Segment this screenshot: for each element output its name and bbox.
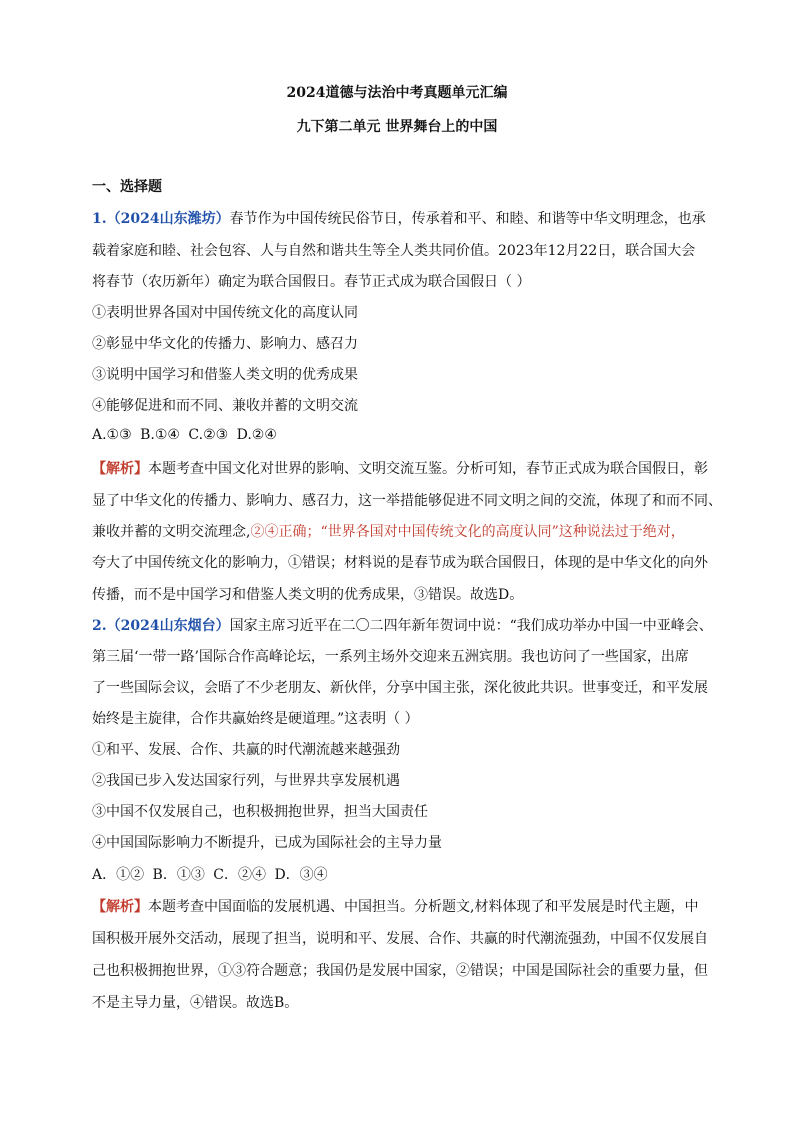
question-1-analysis-line-3: [92, 521, 685, 541]
question-2-analysis-tag: 【解析】: [92, 899, 148, 915]
question-2-option-3: ③中国不仅发展自己，也积极拥抱世界，担当大国责任: [92, 804, 428, 820]
question-1-source: （2024山东潍坊）: [106, 211, 230, 227]
question-1-line-3: 将春节（农历新年）确定为联合国假日。春节正式成为联合国假日（ ）: [92, 274, 531, 290]
question-1-analysis-line-5: 传播，而不是中国学习和借鉴人类文明的优秀成果，③错误。故选D。: [92, 587, 524, 603]
question-1-option-1: ①表明世界各国对中国传统文化的高度认同: [92, 305, 358, 321]
document-title: 2024道德与法治中考真题单元汇编: [286, 85, 508, 101]
question-2-analysis-line-1: [92, 896, 698, 916]
question-2-analysis-line-4: 不是主导力量，④错误。故选B。: [92, 995, 299, 1011]
question-2-option-1: ①和平、发展、合作、共赢的时代潮流越来越强劲: [92, 742, 400, 758]
question-2-analysis-line-3: 己也积极拥抱世界，①③符合题意；我国仍是发展中国家，②错误；中国是国际社会的重要力量，但: [92, 963, 708, 979]
question-1-analysis-tag: 【解析】: [92, 461, 148, 477]
question-2-line-1: [92, 615, 713, 635]
question-1-number: 1.: [92, 211, 107, 227]
question-2-option-4: ④中国国际影响力不断提升，已成为国际社会的主导力量: [92, 835, 442, 851]
question-1-option-2: ②彰显中华文化的传播力、影响力、感召力: [92, 336, 358, 352]
question-1-analysis-line-4: 夸大了中国传统文化的影响力，①错误；材料说的是春节成为联合国假日，体现的是中华文化的向外: [92, 555, 708, 571]
document-subtitle: 九下第二单元 世界舞台上的中国: [296, 119, 498, 135]
question-1-line-2: 载着家庭和睦、社会包容、人与自然和谐共生等全人类共同价值。2023年12月22日，联合国大会: [92, 243, 696, 259]
question-1-analysis-highlight: ②④正确；“世界各国对中国传统文化的高度认同”这种说法过于绝对，: [250, 524, 685, 540]
question-1-analysis-line-2: 显了中华文化的传播力、影响力、感召力，这一举措能够促进不同文明之间的交流，体现了和而不同、: [92, 493, 722, 509]
question-1-choices: A.①③ B.①④ C.②③ D.②④: [92, 427, 277, 443]
question-1-analysis-line-1: [92, 458, 708, 478]
question-1-analysis-text: 本题考查中国文化对世界的影响、文明交流互鉴。分析可知，春节正式成为联合国假日，彰: [148, 461, 708, 477]
question-2-source: （2024山东烟台）: [106, 618, 230, 634]
question-1-stem-part: 春节作为中国传统民俗节日，传承着和平、和睦、和谐等中华文明理念，也承: [229, 211, 706, 227]
question-1-analysis-text-a: 兼收并蓄的文明交流理念,: [92, 524, 251, 540]
question-2-choices: A．①② B．①③ C．②④ D．③④: [92, 867, 328, 883]
question-1-option-4: ④能够促进和而不同、兼收并蓄的文明交流: [92, 398, 358, 414]
question-2-line-2: 第三届‘一带一路’国际合作高峰论坛，一系列主场外交迎来五洲宾朋。我也访问了一些国家，出席: [92, 649, 689, 665]
question-2-line-4: 始终是主旋律，合作共赢始终是硬道理。”这表明（ ）: [92, 711, 419, 727]
question-2-number: 2.: [92, 618, 107, 634]
section-heading: 一、选择题: [92, 179, 162, 195]
question-2-line-3: 了一些国际会议，会晤了不少老朋友、新伙伴，分享中国主张，深化彼此共识。世事变迁，和平发展: [92, 680, 708, 696]
question-1-line-1: [92, 208, 706, 228]
question-2-option-2: ②我国已步入发达国家行列，与世界共享发展机遇: [92, 773, 400, 789]
question-2-analysis-text: 本题考查中国面临的发展机遇、中国担当。分析题文,材料体现了和平发展是时代主题，中: [148, 899, 699, 915]
question-2-stem-part: 国家主席习近平在二〇二四年新年贺词中说：“我们成功举办中国一中亚峰会、: [229, 618, 713, 634]
question-2-analysis-line-2: 国积极开展外交活动，展现了担当，说明和平、发展、合作、共赢的时代潮流强劲，中国不仅发展自: [92, 931, 708, 947]
question-1-option-3: ③说明中国学习和借鉴人类文明的优秀成果: [92, 367, 358, 383]
